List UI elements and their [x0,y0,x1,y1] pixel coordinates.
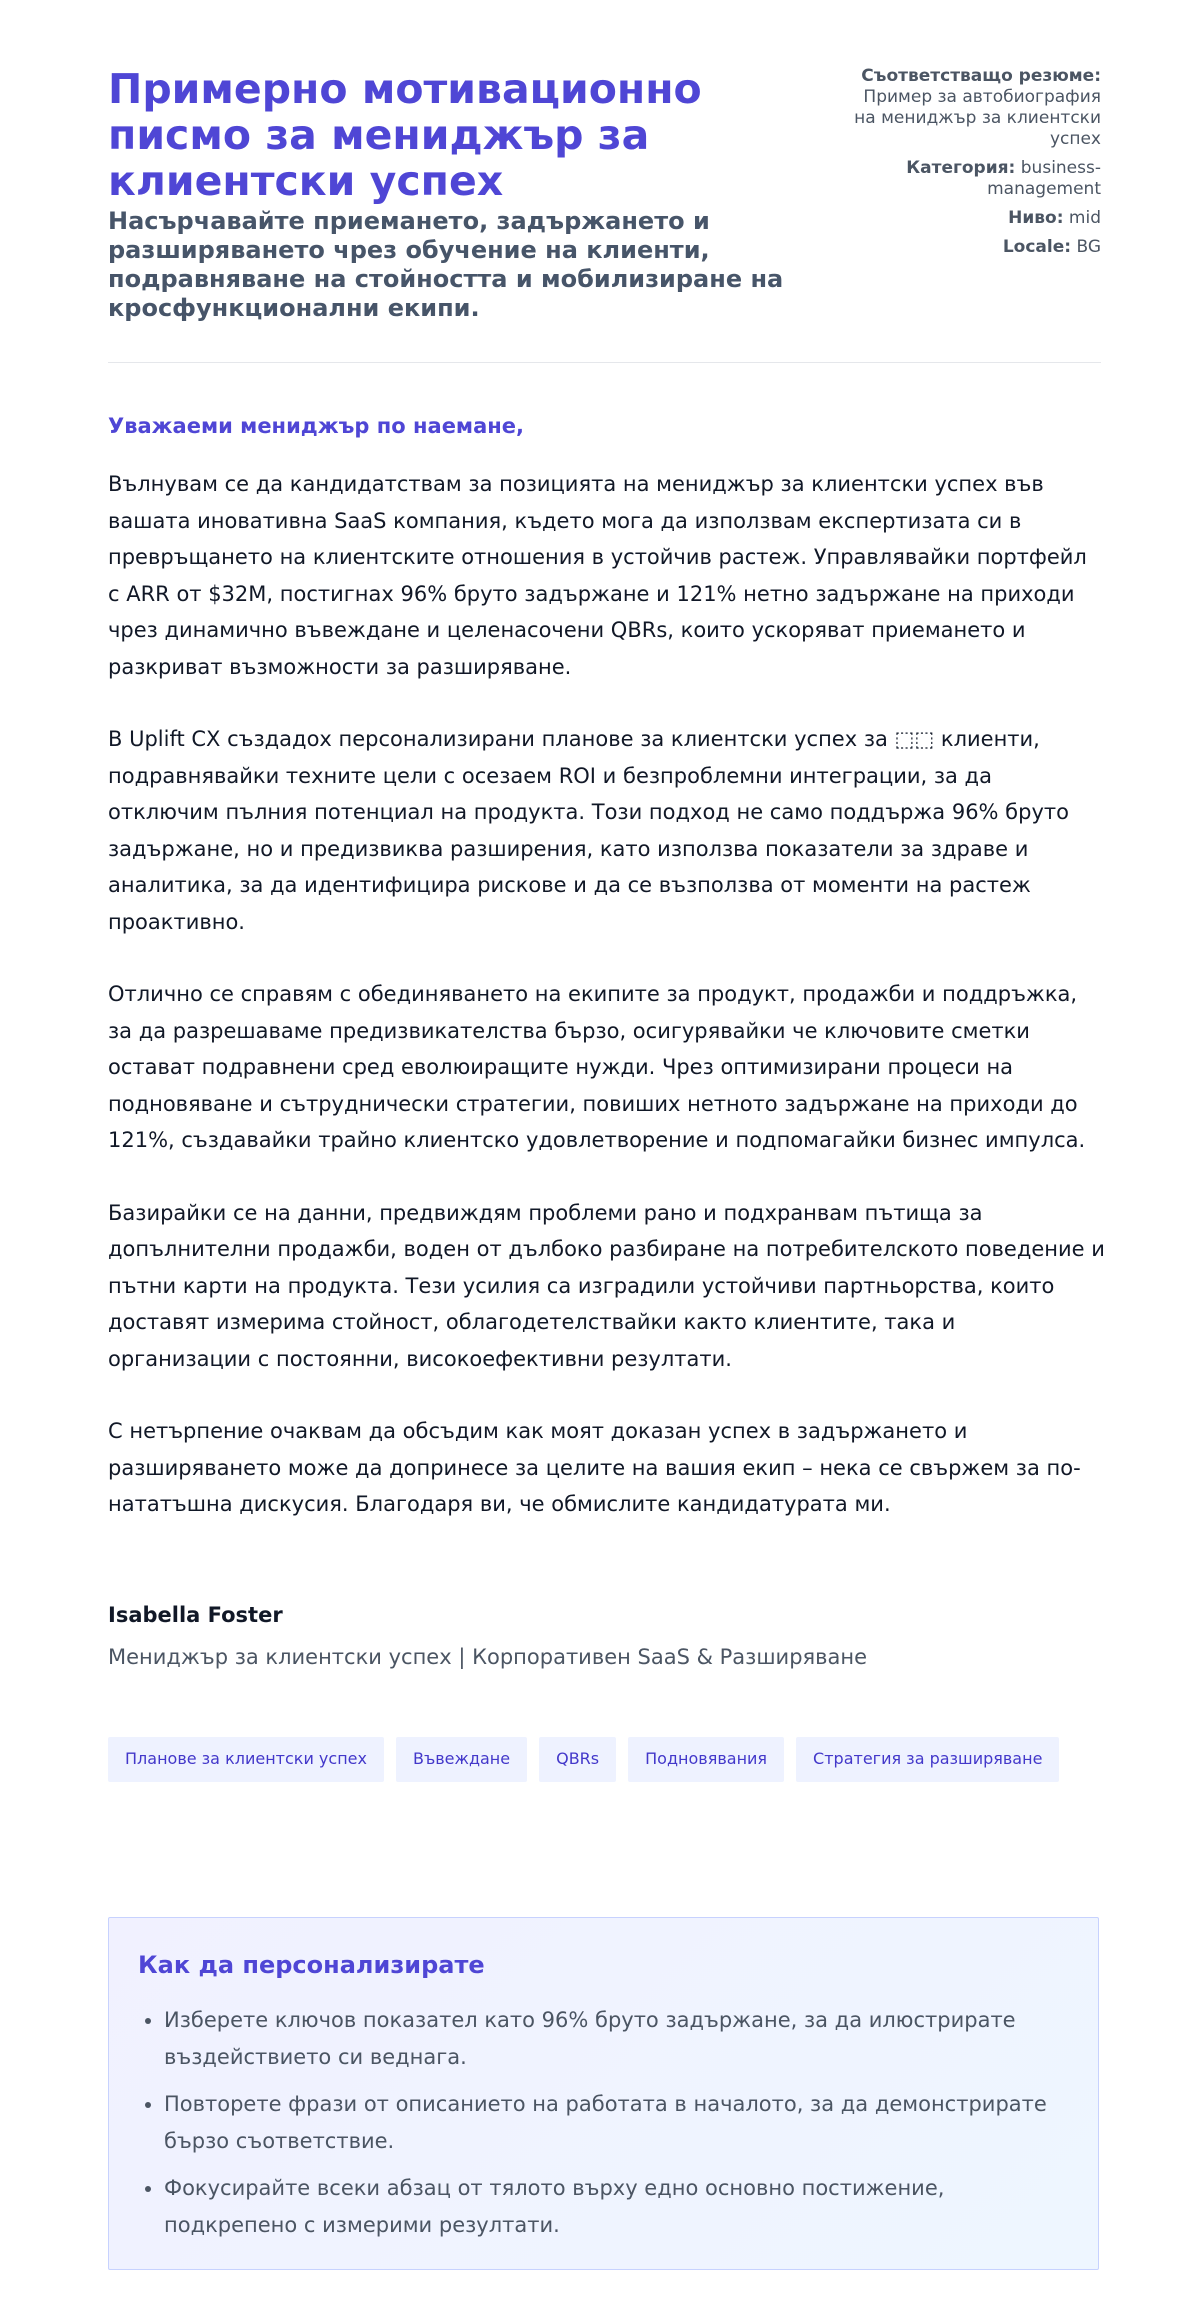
locale-row [851,237,1101,258]
level-row [851,208,1101,229]
tips-title: Как да персонализирате [138,1951,485,1979]
locale-label: Locale: [1002,237,1072,257]
letter-greeting: Уважаеми мениджър по наемане, [108,414,525,438]
tip-item: • Фокусирайте всеки абзац от тялото върху едно основно постижение, подкрепено с измерими резултати. [164,2170,1084,2244]
skill-tag: Планове за клиентски успех [108,1737,384,1782]
locale-value: BG [1076,237,1101,257]
signature-block [108,1600,1101,1672]
skill-tag: QBRs [539,1737,616,1782]
page-subtitle: Насърчавайте приемането, задържането и разширяването чрез обучение на клиенти, подравняване на стойността и мобилизиране на кросфункционални екипи. [108,207,784,322]
tips-list [138,2002,1084,2254]
skill-tags [108,1737,1101,1782]
tip-item: • Изберете ключов показател като 96% бруто задържане, за да илюстрирате въздействието си веднага. [164,2002,1084,2076]
letter-paragraph: Базирайки се на данни, предвиждям проблеми рано и подхранвам пътища за допълнителни продажби, воден от дълбоко разбиране на потребителското поведение и пътни карти на продукта. Тези усилия са изградили устойчиви партньорства, които доставят измерима стойност, облагодетелствайки както клиентите, така и организации с постоянни, високоефективни резултати. [108,1200,1105,1371]
signature-name: Isabella Foster [108,1603,283,1627]
letter-paragraph: В Uplift CX създадох персонализирани планове за клиентски успех за ⬚⬚ клиенти, подравнявайки техните цели с осезаем ROI и безпроблемни интеграции, за да отключим пълния потенциал на продукта. Този подход не само поддържа 96% бруто задържане, но и предизвиква разширения, като използва показатели за здраве и аналитика, за да идентифицира рискове и да се възползва от моменти на растеж проактивно. [108,727,1069,934]
skill-tag: Въвеждане [396,1737,527,1782]
customization-tips-panel [108,1917,1099,2270]
skill-tag: Стратегия за разширяване [796,1737,1059,1782]
category-value: business-management [987,158,1101,199]
page-header [108,66,1101,366]
page-title: Примерно мотивационно писмо за мениджър за клиентски успех [108,65,702,205]
tip-item: • Повторете фрази от описанието на работата в началото, за да демонстрирате бързо съответствие. [164,2086,1084,2160]
letter-body [108,466,1105,1559]
letter-paragraph: С нетърпение очаквам да обсъдим как моят доказан успех в задържането и разширяването може да допринесе за целите на вашия екип – нека се свържем за по-нататъшна дискусия. Благодаря ви, че обмислите кандидатурата ми. [108,1419,1081,1516]
category-label: Категория: [906,158,1016,178]
letter-paragraph: Отлично се справям с обединяването на екипите за продукт, продажби и поддръжка, за да разрешаваме предизвикателства бързо, осигурявайки че ключовите сметки остават подравнени сред еволюиращите нужди. Чрез оптимизирани процеси на подновяване и сътруднически стратегии, повиших нетното задържане на приходи до 121%, създавайки трайно клиентско удовлетворение и подпомагайки бизнес импулса. [108,982,1086,1152]
level-value: mid [1068,208,1101,228]
matching-resume-link[interactable]: Пример за автобиография на мениджър за клиентски успех [854,87,1101,149]
level-label: Ниво: [1008,208,1064,228]
matching-resume-row [851,66,1101,150]
header-divider [108,362,1101,363]
skill-tag: Подновявания [628,1737,784,1782]
category-row [851,158,1101,200]
metadata-panel [851,66,1101,266]
letter-paragraph: Вълнувам се да кандидатствам за позицията на мениджър за клиентски успех във вашата иновативна SaaS компания, където мога да използвам експертизата си в превръщането на клиентските отношения в устойчив растеж. Управлявайки портфейл с ARR от $32M, постигнах 96% бруто задържане и 121% нетно задържане на приходи чрез динамично въвеждане и целенасочени QBRs, които ускоряват приемането и разкриват възможности за разширяване. [108,472,1087,679]
matching-resume-label: Съответстващо резюме: [861,66,1101,86]
signature-role: Мениджър за клиентски успех | Корпоративен SaaS & Разширяване [108,1645,868,1669]
